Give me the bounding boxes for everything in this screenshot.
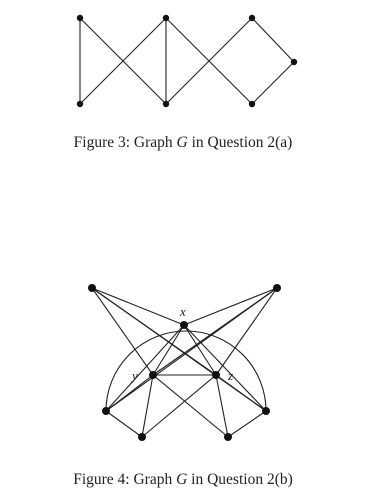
figure-3-caption-symbol: G — [176, 134, 188, 151]
vertex-label-y: y — [132, 368, 138, 383]
vertex-label-x: x — [180, 304, 186, 319]
figure-3-caption — [0, 134, 366, 152]
figure-4-caption-symbol: G — [176, 471, 188, 488]
fig3-vertex — [163, 101, 169, 107]
fig4-edge — [216, 375, 266, 411]
vertex-label-z: z — [228, 368, 234, 383]
fig4-vertex-z — [212, 371, 220, 379]
fig4-edge — [106, 375, 153, 411]
fig4-edge — [92, 288, 184, 325]
fig4-edge — [106, 411, 142, 437]
figure-4-caption-prefix: Figure 4: Graph — [73, 471, 177, 488]
fig3-vertex — [163, 15, 169, 21]
fig4-edge — [106, 288, 277, 411]
figure-3-vertices — [77, 15, 297, 107]
fig3-vertex — [291, 59, 297, 65]
figure-3-caption-prefix: Figure 3: Graph — [73, 134, 177, 151]
fig4-edge — [216, 288, 277, 375]
figure-3-graph — [80, 18, 294, 104]
fig4-edge — [153, 375, 228, 437]
fig3-edge — [252, 62, 294, 104]
fig4-vertex-bottom-right — [224, 433, 232, 441]
fig4-edge — [184, 288, 277, 325]
fig3-vertex — [77, 101, 83, 107]
fig3-edge — [252, 18, 294, 62]
fig4-vertex-x — [180, 321, 188, 329]
fig4-vertex-lower-left — [102, 407, 110, 415]
figure-4-vertex-labels — [130, 304, 233, 383]
fig4-edge — [106, 325, 184, 411]
fig4-vertex-y — [149, 371, 157, 379]
fig4-edge — [216, 375, 228, 437]
fig3-vertex — [249, 15, 255, 21]
fig3-vertex — [249, 101, 255, 107]
fig4-edge — [228, 411, 266, 437]
figure-4-caption-suffix: in Question 2(b) — [187, 471, 293, 488]
fig4-vertex-top-left — [88, 284, 96, 292]
figure-3-caption-suffix: in Question 2(a) — [187, 134, 293, 151]
fig3-vertex — [77, 15, 83, 21]
figure-4-caption — [0, 471, 366, 489]
fig4-vertex-lower-right — [262, 407, 270, 415]
fig4-vertex-bottom-left — [138, 433, 146, 441]
fig4-vertex-top-right — [273, 284, 281, 292]
fig4-edge — [142, 375, 216, 437]
